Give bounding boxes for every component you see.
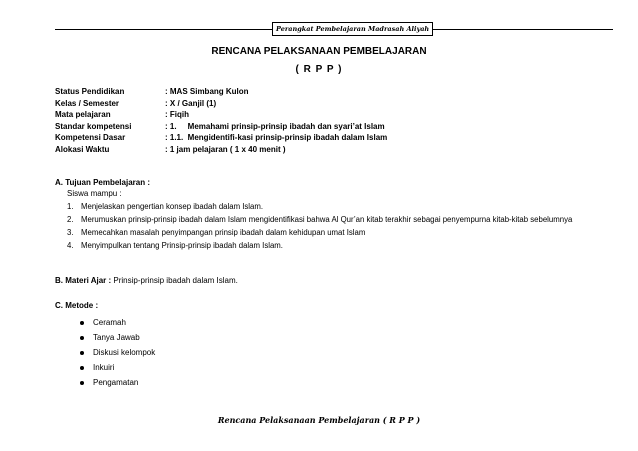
info-label: Status Pendidikan bbox=[55, 87, 125, 96]
list-item bbox=[67, 228, 607, 238]
list-item bbox=[67, 241, 607, 251]
info-label: Standar kompetensi bbox=[55, 121, 132, 131]
list-item bbox=[67, 202, 607, 212]
objectives-list bbox=[67, 202, 607, 254]
info-row bbox=[55, 121, 387, 133]
info-row bbox=[55, 144, 387, 156]
item-text: Merumuskan prinsip-prinsip ibadah dalam Islam mengidentifikasi bahwa Al Qur’an kitab terakhir sebagai penyempurna kitab-kitab sebelumnya bbox=[81, 215, 573, 224]
item-text: Tanya Jawab bbox=[93, 333, 140, 342]
info-label: Kompetensi Dasar bbox=[55, 133, 126, 142]
item-text: Diskusi kelompok bbox=[93, 348, 156, 357]
page-footer: Rencana Pelaksanaan Pembelajaran ( R P P ) bbox=[217, 415, 421, 425]
info-label: Alokasi Waktu bbox=[55, 144, 110, 154]
item-text: Inkuiri bbox=[93, 363, 115, 372]
list-item bbox=[67, 215, 607, 225]
item-text: Memecahkan masalah penyimpangan prinsip ibadah dalam kehidupan umat Islam bbox=[81, 228, 366, 237]
list-item bbox=[80, 345, 155, 360]
list-item bbox=[80, 375, 155, 390]
list-item bbox=[80, 315, 155, 330]
section-a-intro: Siswa mampu : bbox=[67, 189, 122, 198]
item-number: 3. bbox=[67, 228, 74, 237]
info-row bbox=[55, 109, 387, 121]
info-value: : 1. Memahami prinsip-prinsip ibadah dan syari’at Islam bbox=[165, 121, 385, 131]
info-row bbox=[55, 98, 387, 110]
item-text: Ceramah bbox=[93, 318, 126, 327]
list-item bbox=[80, 330, 155, 345]
list-item bbox=[80, 360, 155, 375]
header-caption: Perangkat Pembelajaran Madrasah Aliyah bbox=[272, 22, 433, 36]
item-number: 1. bbox=[67, 202, 74, 211]
section-a-heading: A. Tujuan Pembelajaran : bbox=[55, 178, 150, 187]
info-value: : Fiqih bbox=[165, 110, 189, 119]
bullet-icon bbox=[80, 336, 84, 340]
bullet-icon bbox=[80, 366, 84, 370]
identity-table bbox=[55, 86, 387, 155]
section-b-text: Prinsip-prinsip ibadah dalam Islam. bbox=[111, 276, 238, 285]
section-b bbox=[55, 276, 238, 285]
info-value: : X / Ganjil (1) bbox=[165, 98, 217, 108]
document-subtitle: ( R P P ) bbox=[295, 64, 343, 75]
item-number: 4. bbox=[67, 241, 74, 250]
info-label: Kelas / Semester bbox=[55, 98, 120, 108]
info-label: Mata pelajaran bbox=[55, 110, 111, 119]
info-value: : MAS Simbang Kulon bbox=[165, 87, 249, 96]
bullet-icon bbox=[80, 381, 84, 385]
item-text: Menjelaskan pengertian konsep ibadah dalam Islam. bbox=[81, 202, 264, 211]
methods-list bbox=[80, 315, 155, 390]
info-value: : 1 jam pelajaran ( 1 x 40 menit ) bbox=[165, 144, 286, 154]
item-number: 2. bbox=[67, 215, 74, 224]
bullet-icon bbox=[80, 321, 84, 325]
bullet-icon bbox=[80, 351, 84, 355]
info-row bbox=[55, 132, 387, 144]
section-c-heading: C. Metode : bbox=[55, 301, 99, 310]
info-row bbox=[55, 86, 387, 98]
item-text: Pengamatan bbox=[93, 378, 139, 387]
document-title: RENCANA PELAKSANAAN PEMBELAJARAN bbox=[211, 46, 427, 57]
info-value: : 1.1. Mengidentifi-kasi prinsip-prinsip ibadah dalam Islam bbox=[165, 133, 388, 142]
item-text: Menyimpulkan tentang Prinsip-prinsip ibadah dalam Islam. bbox=[81, 241, 283, 250]
section-b-heading: B. Materi Ajar : bbox=[55, 276, 112, 285]
